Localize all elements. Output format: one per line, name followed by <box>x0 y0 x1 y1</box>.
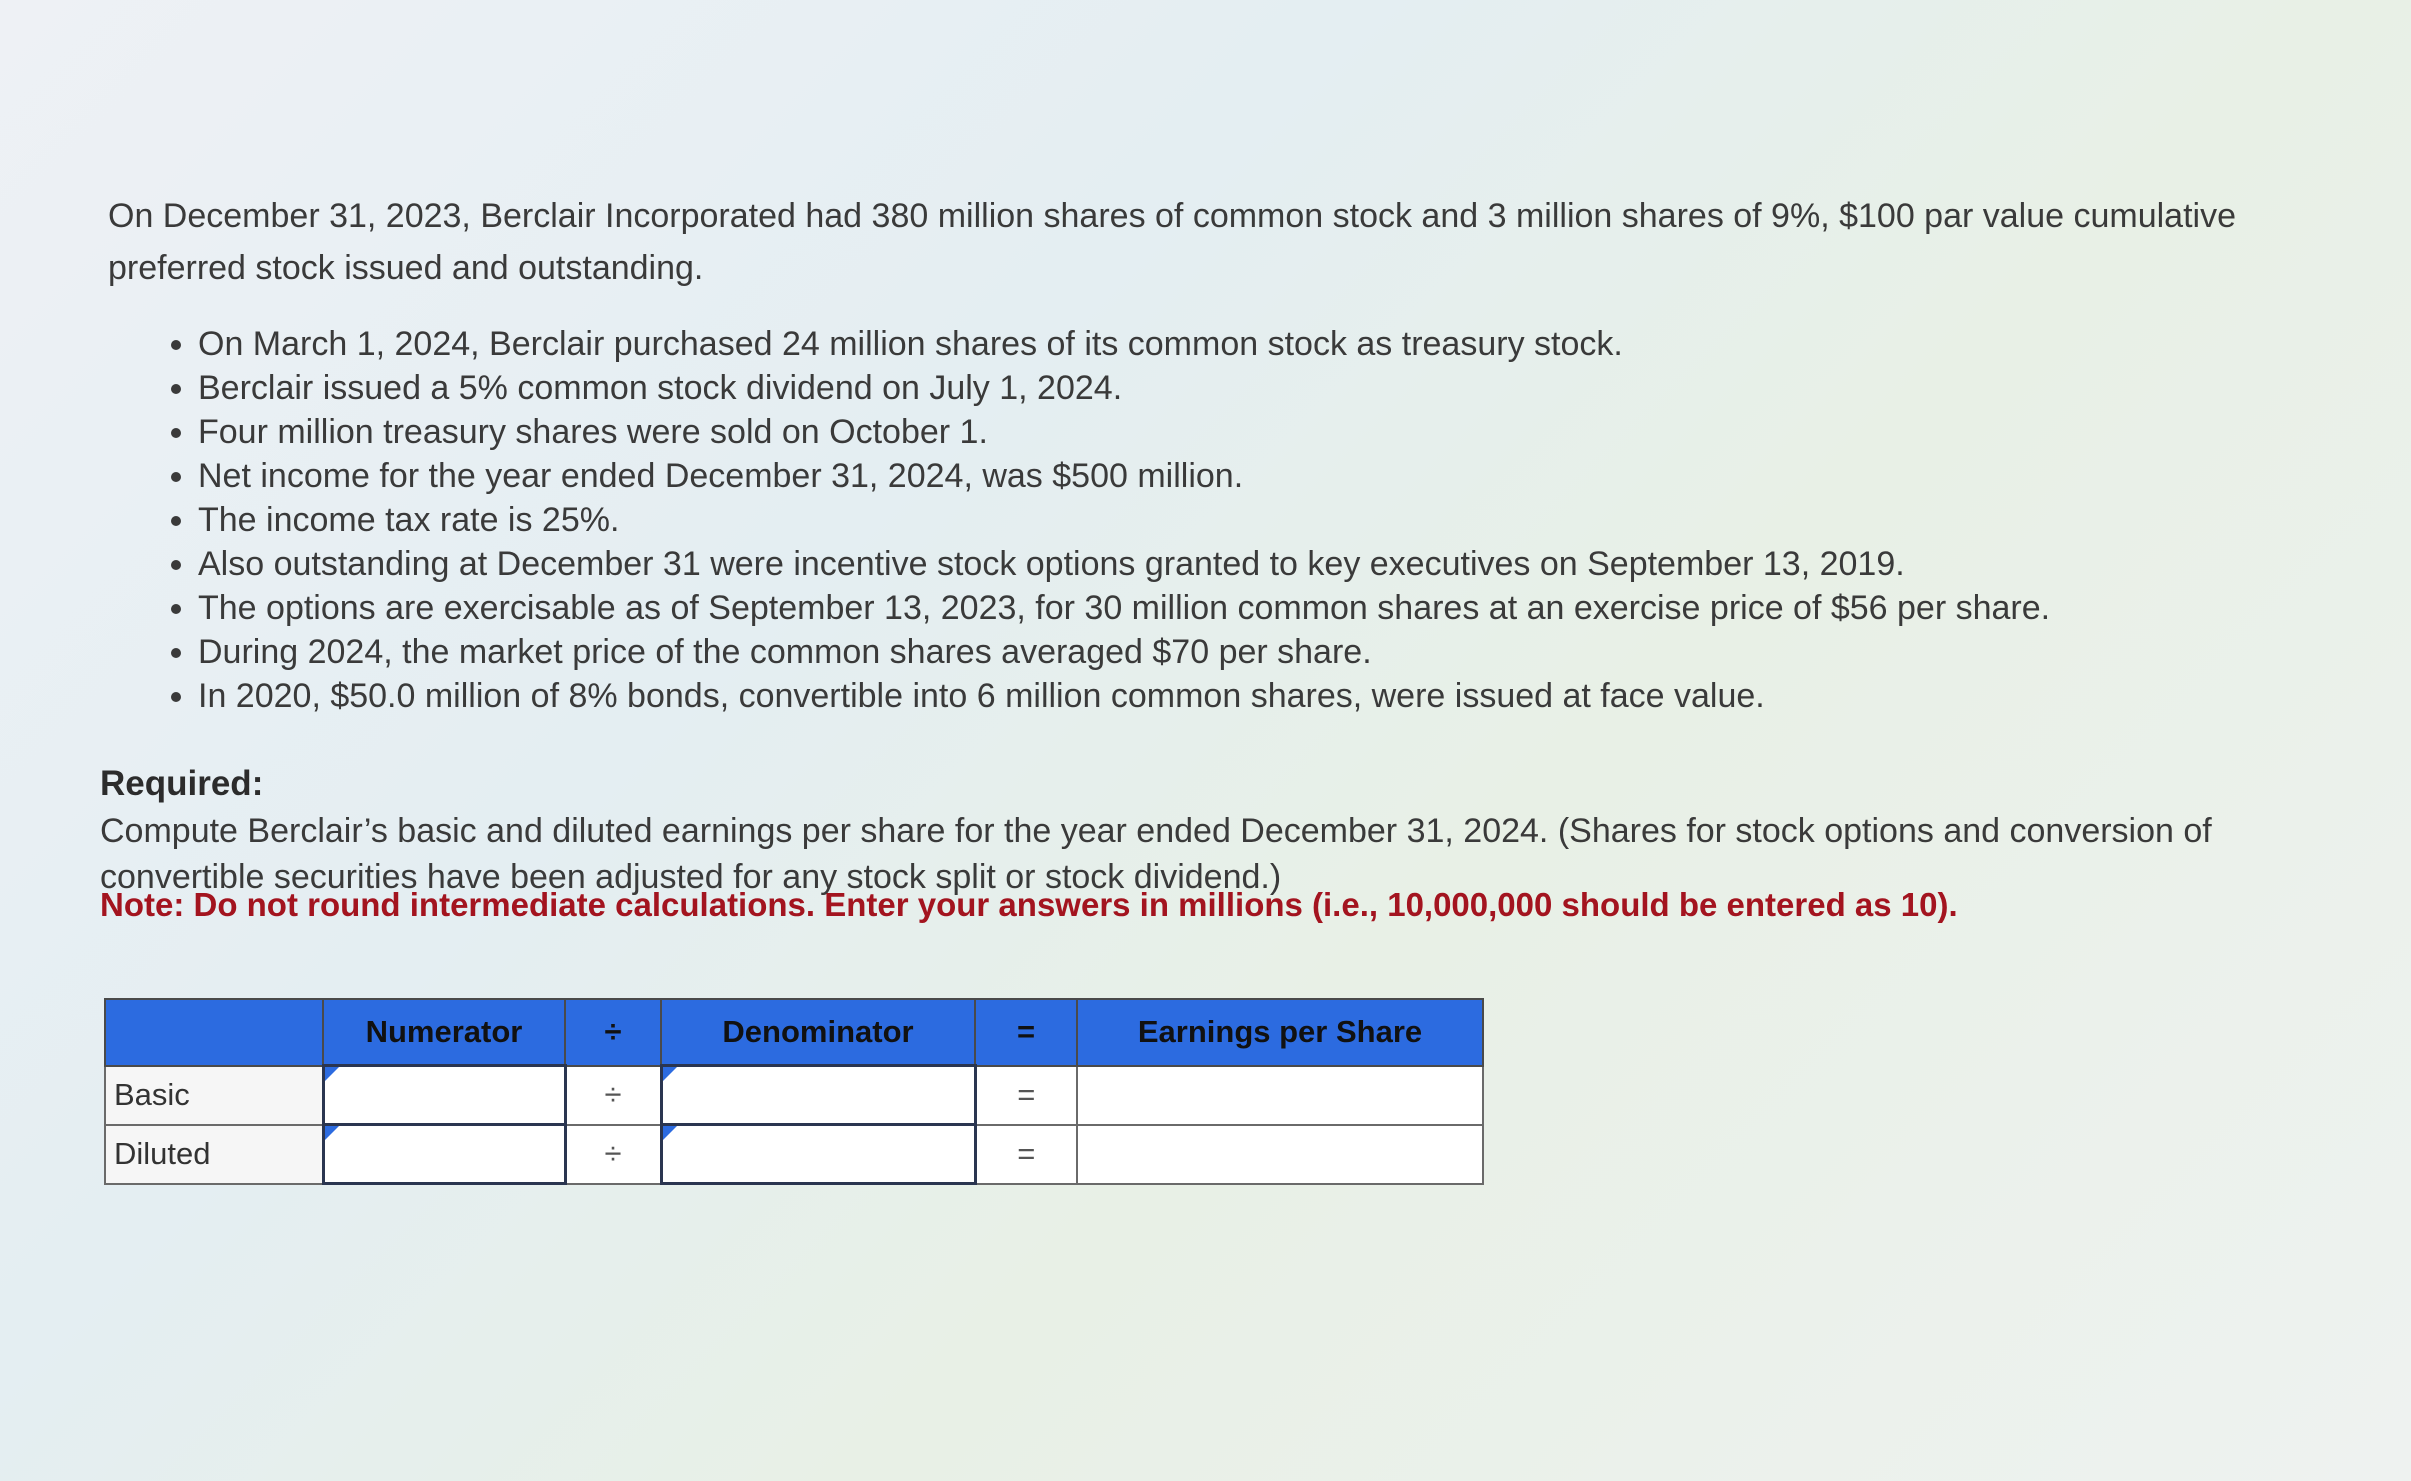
row-label-diluted: Diluted <box>105 1125 323 1184</box>
list-item: • During 2024, the market price of the common shares averaged $70 per share. <box>198 630 2348 674</box>
header-blank <box>105 999 323 1066</box>
input-marker-icon <box>325 1126 339 1140</box>
diluted-denominator-cell <box>661 1125 975 1184</box>
header-equals-symbol: = <box>975 999 1077 1066</box>
eps-table <box>104 998 1484 1185</box>
input-marker-icon <box>663 1067 677 1081</box>
input-marker-icon <box>663 1126 677 1140</box>
basic-divide-symbol: ÷ <box>565 1066 661 1125</box>
basic-denominator-cell <box>661 1066 975 1125</box>
list-item: • The income tax rate is 25%. <box>198 498 2348 542</box>
list-item: • In 2020, $50.0 million of 8% bonds, convertible into 6 million common shares, were issued at face value. <box>198 674 2348 718</box>
basic-numerator-cell <box>323 1066 565 1125</box>
table-row-diluted <box>105 1125 1483 1184</box>
required-heading: Required: <box>100 764 264 803</box>
basic-equals-symbol: = <box>975 1066 1077 1125</box>
diluted-eps-result <box>1077 1125 1483 1184</box>
list-item: • The options are exercisable as of September 13, 2023, for 30 million common shares at an exercise price of $56 per share. <box>198 586 2348 630</box>
facts-list <box>160 322 2348 718</box>
list-item: • Berclair issued a 5% common stock dividend on July 1, 2024. <box>198 366 2348 410</box>
list-item: • Four million treasury shares were sold on October 1. <box>198 410 2348 454</box>
list-item: • Net income for the year ended December 31, 2024, was $500 million. <box>198 454 2348 498</box>
table-header-row <box>105 999 1483 1066</box>
list-item: • On March 1, 2024, Berclair purchased 24 million shares of its common stock as treasury stock. <box>198 322 2348 366</box>
basic-numerator-input[interactable] <box>325 1067 564 1123</box>
table-row-basic <box>105 1066 1483 1125</box>
row-label-basic: Basic <box>105 1066 323 1125</box>
diluted-divide-symbol: ÷ <box>565 1125 661 1184</box>
header-numerator: Numerator <box>323 999 565 1066</box>
basic-denominator-input[interactable] <box>663 1067 974 1123</box>
header-denominator: Denominator <box>661 999 975 1066</box>
diluted-equals-symbol: = <box>975 1125 1077 1184</box>
required-instructions: Compute Berclair’s basic and diluted earnings per share for the year ended December 31, 2024. (Shares for stock options and conversion of convertible securities have been adjusted for any stock split or stock dividend.) <box>100 812 2212 896</box>
intro-paragraph: On December 31, 2023, Berclair Incorporated had 380 million shares of common stock and 3 million shares of 9%, $100 par value cumulative preferred stock issued and outstanding. <box>108 197 2237 287</box>
diluted-numerator-cell <box>323 1125 565 1184</box>
header-divide-symbol: ÷ <box>565 999 661 1066</box>
header-earnings-per-share: Earnings per Share <box>1077 999 1483 1066</box>
note-text: Note: Do not round intermediate calculations. Enter your answers in millions (i.e., 10,000,000 should be entered as 10). <box>100 886 1958 923</box>
diluted-numerator-input[interactable] <box>325 1126 564 1182</box>
basic-eps-result <box>1077 1066 1483 1125</box>
diluted-denominator-input[interactable] <box>663 1126 974 1182</box>
list-item: • Also outstanding at December 31 were incentive stock options granted to key executives on September 13, 2019. <box>198 542 2348 586</box>
input-marker-icon <box>325 1067 339 1081</box>
